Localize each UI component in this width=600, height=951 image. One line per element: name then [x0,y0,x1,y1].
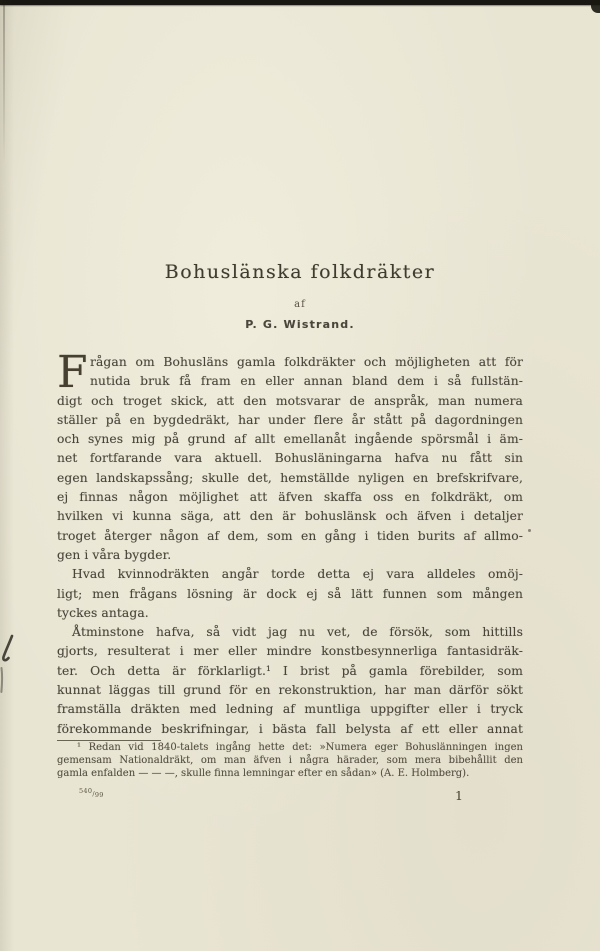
page-footer [57,781,523,805]
text-line: nutida bruk få fram en eller annan bland dem i så fullstän- [90,374,523,389]
text-line: digt och troget skick, att den motsvarar de anspråk, man numera [57,393,523,408]
text-line: gemensam Nationaldräkt, om man äfven i några härader, som mera bibehållit den [57,754,523,766]
text-line: framställa dräkten med ledning af muntliga uppgifter eller i tryck [57,702,523,717]
page-number: 1 [455,787,463,803]
signature-numerator: 540 [79,786,93,795]
text-line: gamla enfalden — — —, skulle finna lemningar efter en sådan» (A. E. Holmberg). [57,767,470,779]
page-content [57,0,523,805]
signature-denominator: 99 [94,790,104,799]
text-line: tyckes antaga. [57,605,149,620]
signature-mark [79,787,104,799]
handwritten-pen-mark [0,628,20,703]
text-line: ¹ Redan vid 1840-talets ingång hette det: »Numera eger Bohuslänningen ingen [77,741,523,753]
ink-speck [528,529,531,532]
footnote [57,742,523,781]
signature-slash: / [92,789,95,798]
text-line: ter. Och detta är förklarligt.¹ I brist på gamla förebilder, som [57,663,523,678]
text-line: rågan om Bohusläns gamla folkdräkter och möjligheten att för [90,355,523,369]
text-line: förekommande beskrifningar, i bästa fall belysta af ett eller annat [57,721,523,736]
article-body-lines [57,347,523,739]
scan-edge-corner [591,0,600,13]
text-line: ligt; men frågans lösning är dock ej så lätt funnen som mången [57,586,523,601]
text-line: troget återger någon af dem, som en gång i tiden burits af allmo- [57,528,523,543]
article-title: Bohuslänska folkdräkter [164,261,436,283]
byline-author: P. G. Wistrand. [245,318,355,331]
text-line: hvilken vi kunna säga, att den är bohuslänsk och äfven i detaljer [57,509,523,524]
text-line: kunnat läggas till grund för en rekonstruktion, har man därför sökt [57,683,523,698]
byline-preposition: af [294,299,306,310]
text-line: ställer på en bygdedräkt, har under flere år stått på dagordningen [57,412,523,427]
text-line: och synes mig på grund af allt emellanåt ingående spörsmål i äm- [57,432,523,447]
text-line: gjorts, resulterat i mer eller mindre konstbesynnerliga fantasidräk- [57,644,523,659]
text-line: gen i våra bygder. [57,547,172,562]
text-line: egen landskapssång; skulle det, hemställde nyligen en brefskrifvare, [57,470,523,485]
footnote-separator [57,740,161,741]
text-line: Hvad kvinnodräkten angår torde detta ej vara alldeles omöj- [72,567,523,582]
text-line: ej finnas någon möjlighet att äfven skaffa oss en folkdräkt, om [57,490,523,505]
article-body [57,347,523,739]
text-line: net fortfarande vara aktuell. Bohusläningarna hafva nu fått sin [57,451,523,466]
drop-cap: F [57,347,88,398]
scan-crease-left [3,5,5,165]
text-line: Åtminstone hafva, så vidt jag nu vet, de försök, som hittills [72,625,523,640]
